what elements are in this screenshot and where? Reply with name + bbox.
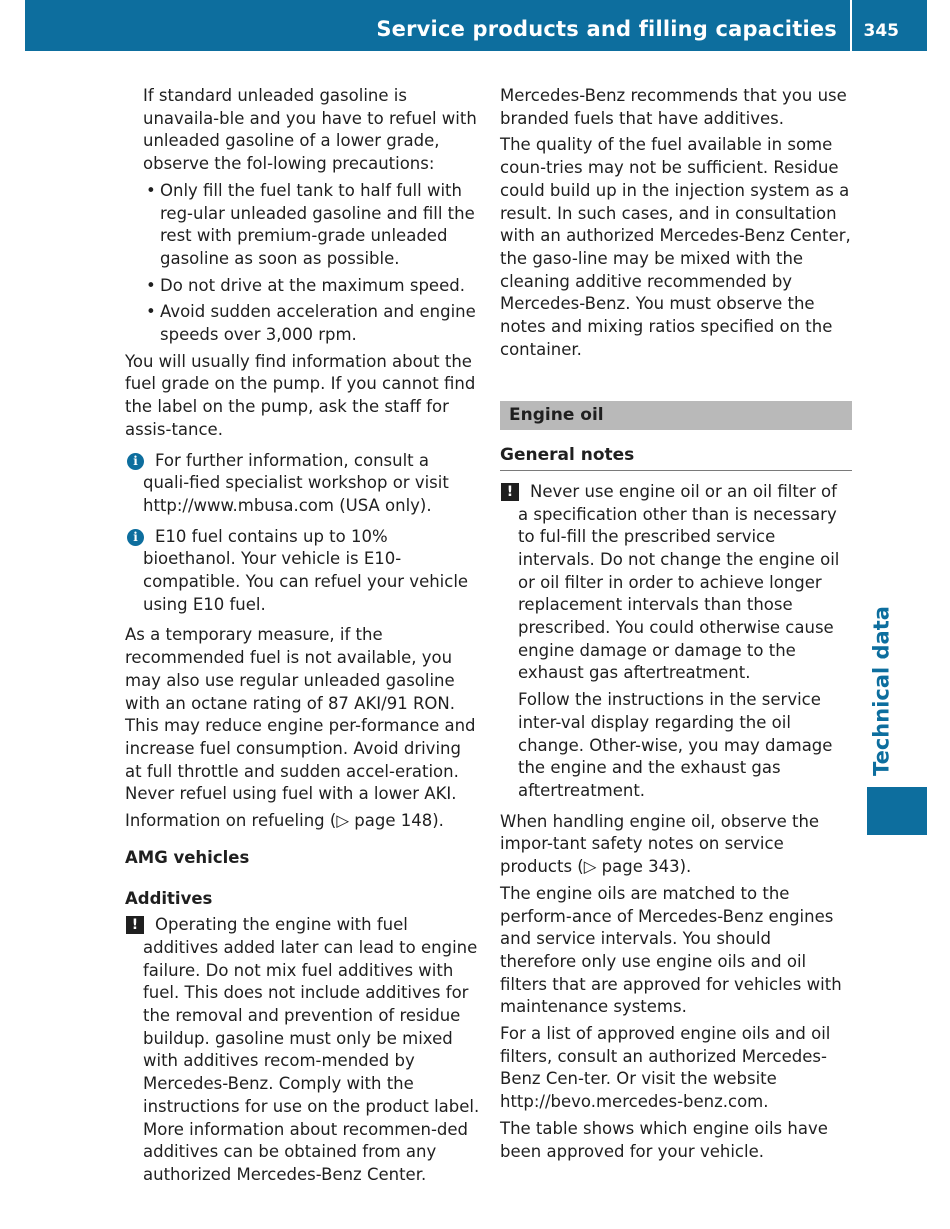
header-divider	[850, 0, 852, 51]
handling-oil: When handling engine oil, observe the impor-tant safety notes on service products (▷ page 343).	[500, 811, 820, 877]
page-header	[25, 0, 927, 51]
fuel-grade-info: You will usually find information about the fuel grade on the pump. If you cannot find the label on the pump, ask the staff for assis-tance.	[125, 351, 476, 439]
additives-heading: Additives	[125, 888, 213, 908]
info-note-text: E10 fuel contains up to 10% bioethanol. Your vehicle is E10-compatible. You can refuel your vehicle using E10 fuel.	[143, 526, 469, 614]
additives-warning-text: Operating the engine with fuel additives added later can lead to engine failure. Do not mix fuel additives with fuel. This does not include additives for the removal and prevention of residue buildup. gasoline must only be mixed with additives recom-mended by Mercedes-Benz. Comply with the instructions for use on the product label. More information about recommen-ded additives can be obtained from any authorized Mercedes-Benz Center.	[143, 915, 480, 1184]
right-column	[500, 85, 852, 1167]
warning-note	[500, 481, 852, 803]
amg-vehicles-heading: AMG vehicles	[125, 847, 250, 867]
engine-oil-heading: Engine oil	[500, 401, 852, 430]
side-tab-label: Technical data	[869, 606, 894, 776]
warning-note	[125, 914, 480, 1186]
info-note-text: For further information, consult a quali-fied specialist workshop or visit http://www.mbusa.com (USA only).	[143, 450, 449, 515]
table-intro: The table shows which engine oils have been approved for your vehicle.	[500, 1118, 828, 1161]
side-tab-marker	[867, 787, 927, 835]
warning-icon: !	[126, 916, 144, 934]
approved-list: For a list of approved engine oils and oil filters, consult an authorized Mercedes-Benz Cen-ter. Or visit the website http://bevo.mercedes-benz.com.	[500, 1024, 831, 1112]
info-icon: i	[127, 529, 144, 546]
info-note	[125, 526, 480, 617]
side-tab-label-container	[866, 605, 896, 780]
lower-grade-intro: If standard unleaded gasoline is unavaila-ble and you have to refuel with unleaded gasoline of a lower grade, observe the fol-lowing precautions:	[143, 86, 477, 174]
branded-fuels: Mercedes-Benz recommends that you use branded fuels that have additives.	[500, 86, 847, 128]
list-item: • Only fill the fuel tank to half full with reg-ular unleaded gasoline and fill the rest with premium-grade unleaded gasoline as soon as possible.	[143, 180, 480, 271]
page-header-title: Service products and filling capacities	[376, 17, 837, 41]
oil-warning-text: Never use engine oil or an oil filter of a specification other than is necessary to ful-fill the prescribed service intervals. Do not change the engine oil or oil filter in order to achieve longer replacement intervals than those prescribed. You could otherwise cause engine damage or damage to the exhaust gas aftertreatment.	[518, 481, 840, 683]
info-note	[125, 450, 480, 518]
oil-warning-follow: Follow the instructions in the service inter-val display regarding the oil change. Other-wise, you may damage the engine and the exhaust gas aftertreatment.	[518, 690, 833, 800]
precautions-list	[143, 180, 480, 347]
page-number: 345	[863, 21, 899, 41]
refueling-reference: Information on refueling (▷ page 148).	[125, 811, 444, 831]
left-column	[125, 85, 480, 1195]
list-item: • Do not drive at the maximum speed.	[143, 275, 480, 298]
fuel-quality: The quality of the fuel available in some coun-tries may not be sufficient. Residue could build up in the injection system as a result. In such cases, and in consultation with an authorized Mercedes-Benz Center, the gaso-line may be mixed with the cleaning additive recommended by Mercedes-Benz. You must observe the notes and mixing ratios specified on the container.	[500, 135, 851, 359]
temporary-measure: As a temporary measure, if the recommended fuel is not available, you may also use regular unleaded gasoline with an octane rating of 87 AKI/91 RON. This may reduce engine per-formance and increase fuel consumption. Avoid driving at full throttle and sudden accel-eration. Never refuel using fuel with a lower AKI.	[125, 625, 476, 804]
general-notes-heading: General notes	[500, 444, 852, 471]
list-item: • Avoid sudden acceleration and engine speeds over 3,000 rpm.	[143, 301, 480, 346]
info-icon: i	[127, 453, 144, 470]
matched-oils: The engine oils are matched to the perform-ance of Mercedes-Benz engines and service intervals. You should therefore only use engine oils and oil filters that are approved for vehicles with maintenance systems.	[500, 883, 842, 1017]
warning-icon: !	[501, 483, 519, 501]
